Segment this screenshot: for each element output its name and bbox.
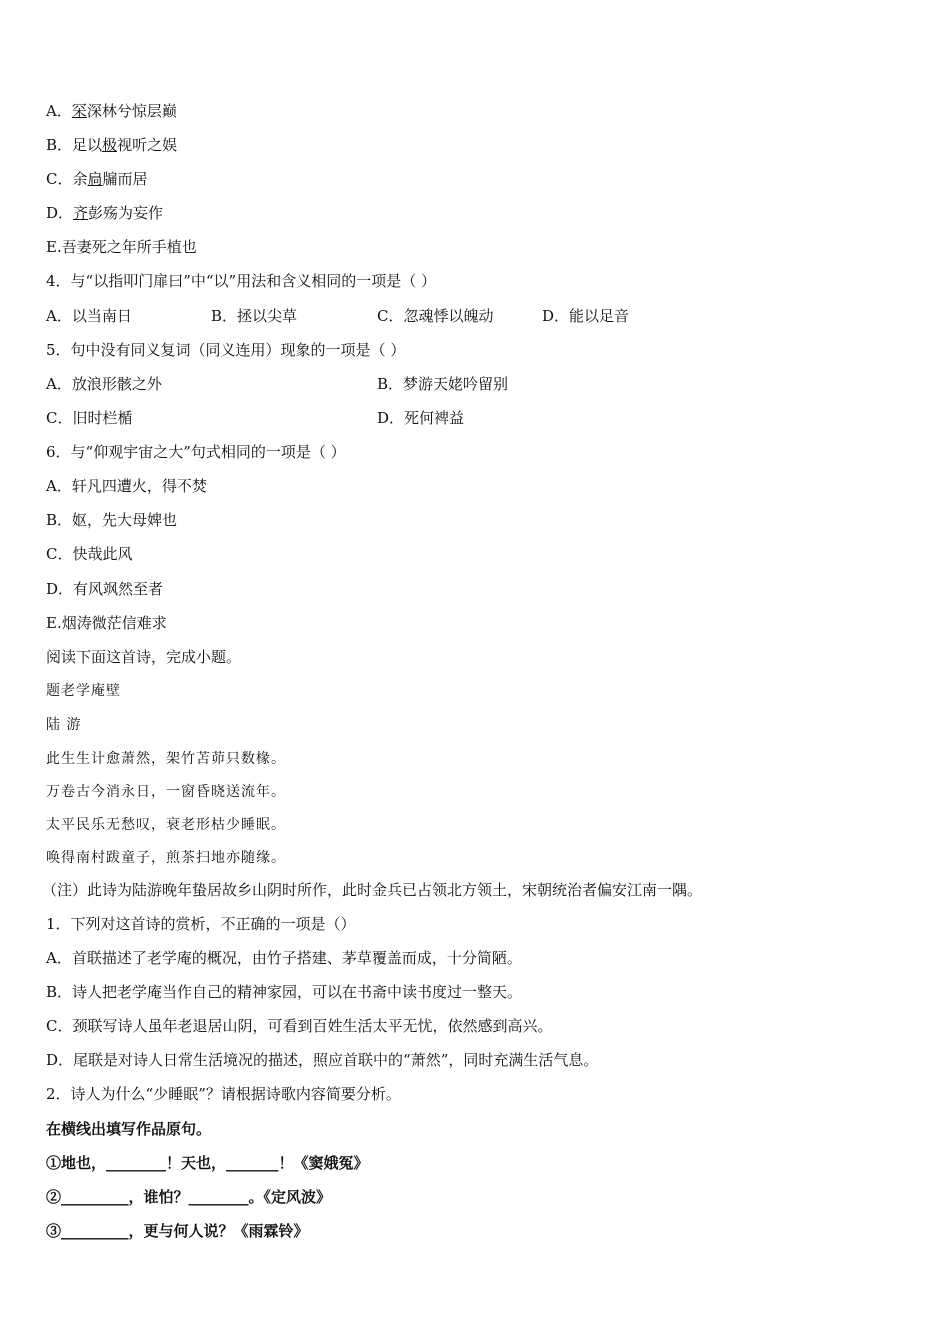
q4-option-d: D．能以足音 [542, 307, 630, 325]
q4-option-a: A．以当南日 [46, 307, 132, 325]
q3-option-b: B．足以极视听之娱 [46, 136, 178, 154]
sub1-option-c: C．颈联写诗人虽年老退居山阴，可看到百姓生活太平无忧，依然感到高兴。 [46, 1017, 553, 1035]
q6-option-c: C．快哉此风 [46, 545, 133, 563]
sub1-option-a: A．首联描述了老学庵的概况，由竹子搭建、茅草覆盖而成，十分简陋。 [46, 949, 522, 967]
q6-option-a: A．轩凡四遭火，得不焚 [46, 477, 207, 495]
fill-item: ①地也，________！天也，_______！《窦娥冤》 [46, 1154, 369, 1172]
q5-option-b: B．梦游天姥吟留别 [377, 375, 509, 393]
poem-title: 题老学庵壁 [46, 683, 121, 699]
sub1-option-b: B．诗人把老学庵当作自己的精神家园，可以在书斋中读书度过一整天。 [46, 983, 523, 1001]
underlined-char: 齐 [73, 204, 89, 222]
q3-option-e: E.吾妻死之年所手植也 [46, 238, 197, 256]
poem-author: 陆 游 [46, 717, 82, 733]
reading-intro: 阅读下面这首诗，完成小题。 [46, 648, 242, 666]
q6-stem: 6．与“仰观宇宙之大”句式相同的一项是（ ） [46, 443, 346, 461]
underlined-char: 极 [102, 136, 118, 154]
fill-title: 在横线出填写作品原句。 [46, 1120, 212, 1138]
q3-option-a: A．罙深林兮惊层巅 [46, 102, 177, 120]
q5-option-a: A．放浪形骸之外 [46, 375, 162, 393]
poem-line: 此生生计愈萧然，架竹苫茆只数椽。 [46, 751, 286, 767]
q3-option-d: D．齐彭殇为妄作 [46, 204, 164, 222]
q3-option-c: C．余扃牖而居 [46, 170, 148, 188]
fill-item: ③_________，更与何人说？《雨霖铃》 [46, 1222, 309, 1240]
q5-stem: 5．句中没有同义复词（同义连用）现象的一项是（ ） [46, 341, 406, 359]
sub1-option-d: D．尾联是对诗人日常生活境况的描述，照应首联中的“萧然”，同时充满生活气息。 [46, 1051, 599, 1069]
q4-option-b: B．拯以尖草 [211, 307, 298, 325]
fill-item: ②_________，谁怕？________。《定风波》 [46, 1188, 332, 1206]
poem-line: 万卷古今消永日，一窗昏晓送流年。 [46, 784, 286, 800]
poem-line: 唤得南村跋童子，煎茶扫地亦随缘。 [46, 850, 286, 866]
q4-option-c: C．忽魂悸以魄动 [377, 307, 494, 325]
underlined-char: 罙 [71, 102, 87, 120]
q5-option-d: D．死何裨益 [377, 409, 465, 427]
q5-option-c: C．旧时栏楯 [46, 409, 133, 427]
sub1-stem: 1．下列对这首诗的赏析，不正确的一项是（） [46, 915, 356, 933]
q6-option-b: B．妪，先大母婢也 [46, 511, 178, 529]
sub2-question: 2．诗人为什么“少睡眠”？请根据诗歌内容简要分析。 [46, 1085, 401, 1103]
poem-note: （注）此诗为陆游晚年蛰居故乡山阴时所作，此时金兵已占领北方领土，宋朝统治者偏安江南一隅。 [42, 881, 703, 899]
q6-option-d: D．有风飒然至者 [46, 580, 164, 598]
underlined-char: 扃 [87, 170, 103, 188]
poem-line: 太平民乐无愁叹，衰老形枯少睡眠。 [46, 817, 286, 833]
q4-stem: 4．与“以指叩门扉曰”中“以”用法和含义相同的一项是（ ） [46, 272, 436, 290]
q6-option-e: E.烟涛微茫信难求 [46, 614, 167, 632]
